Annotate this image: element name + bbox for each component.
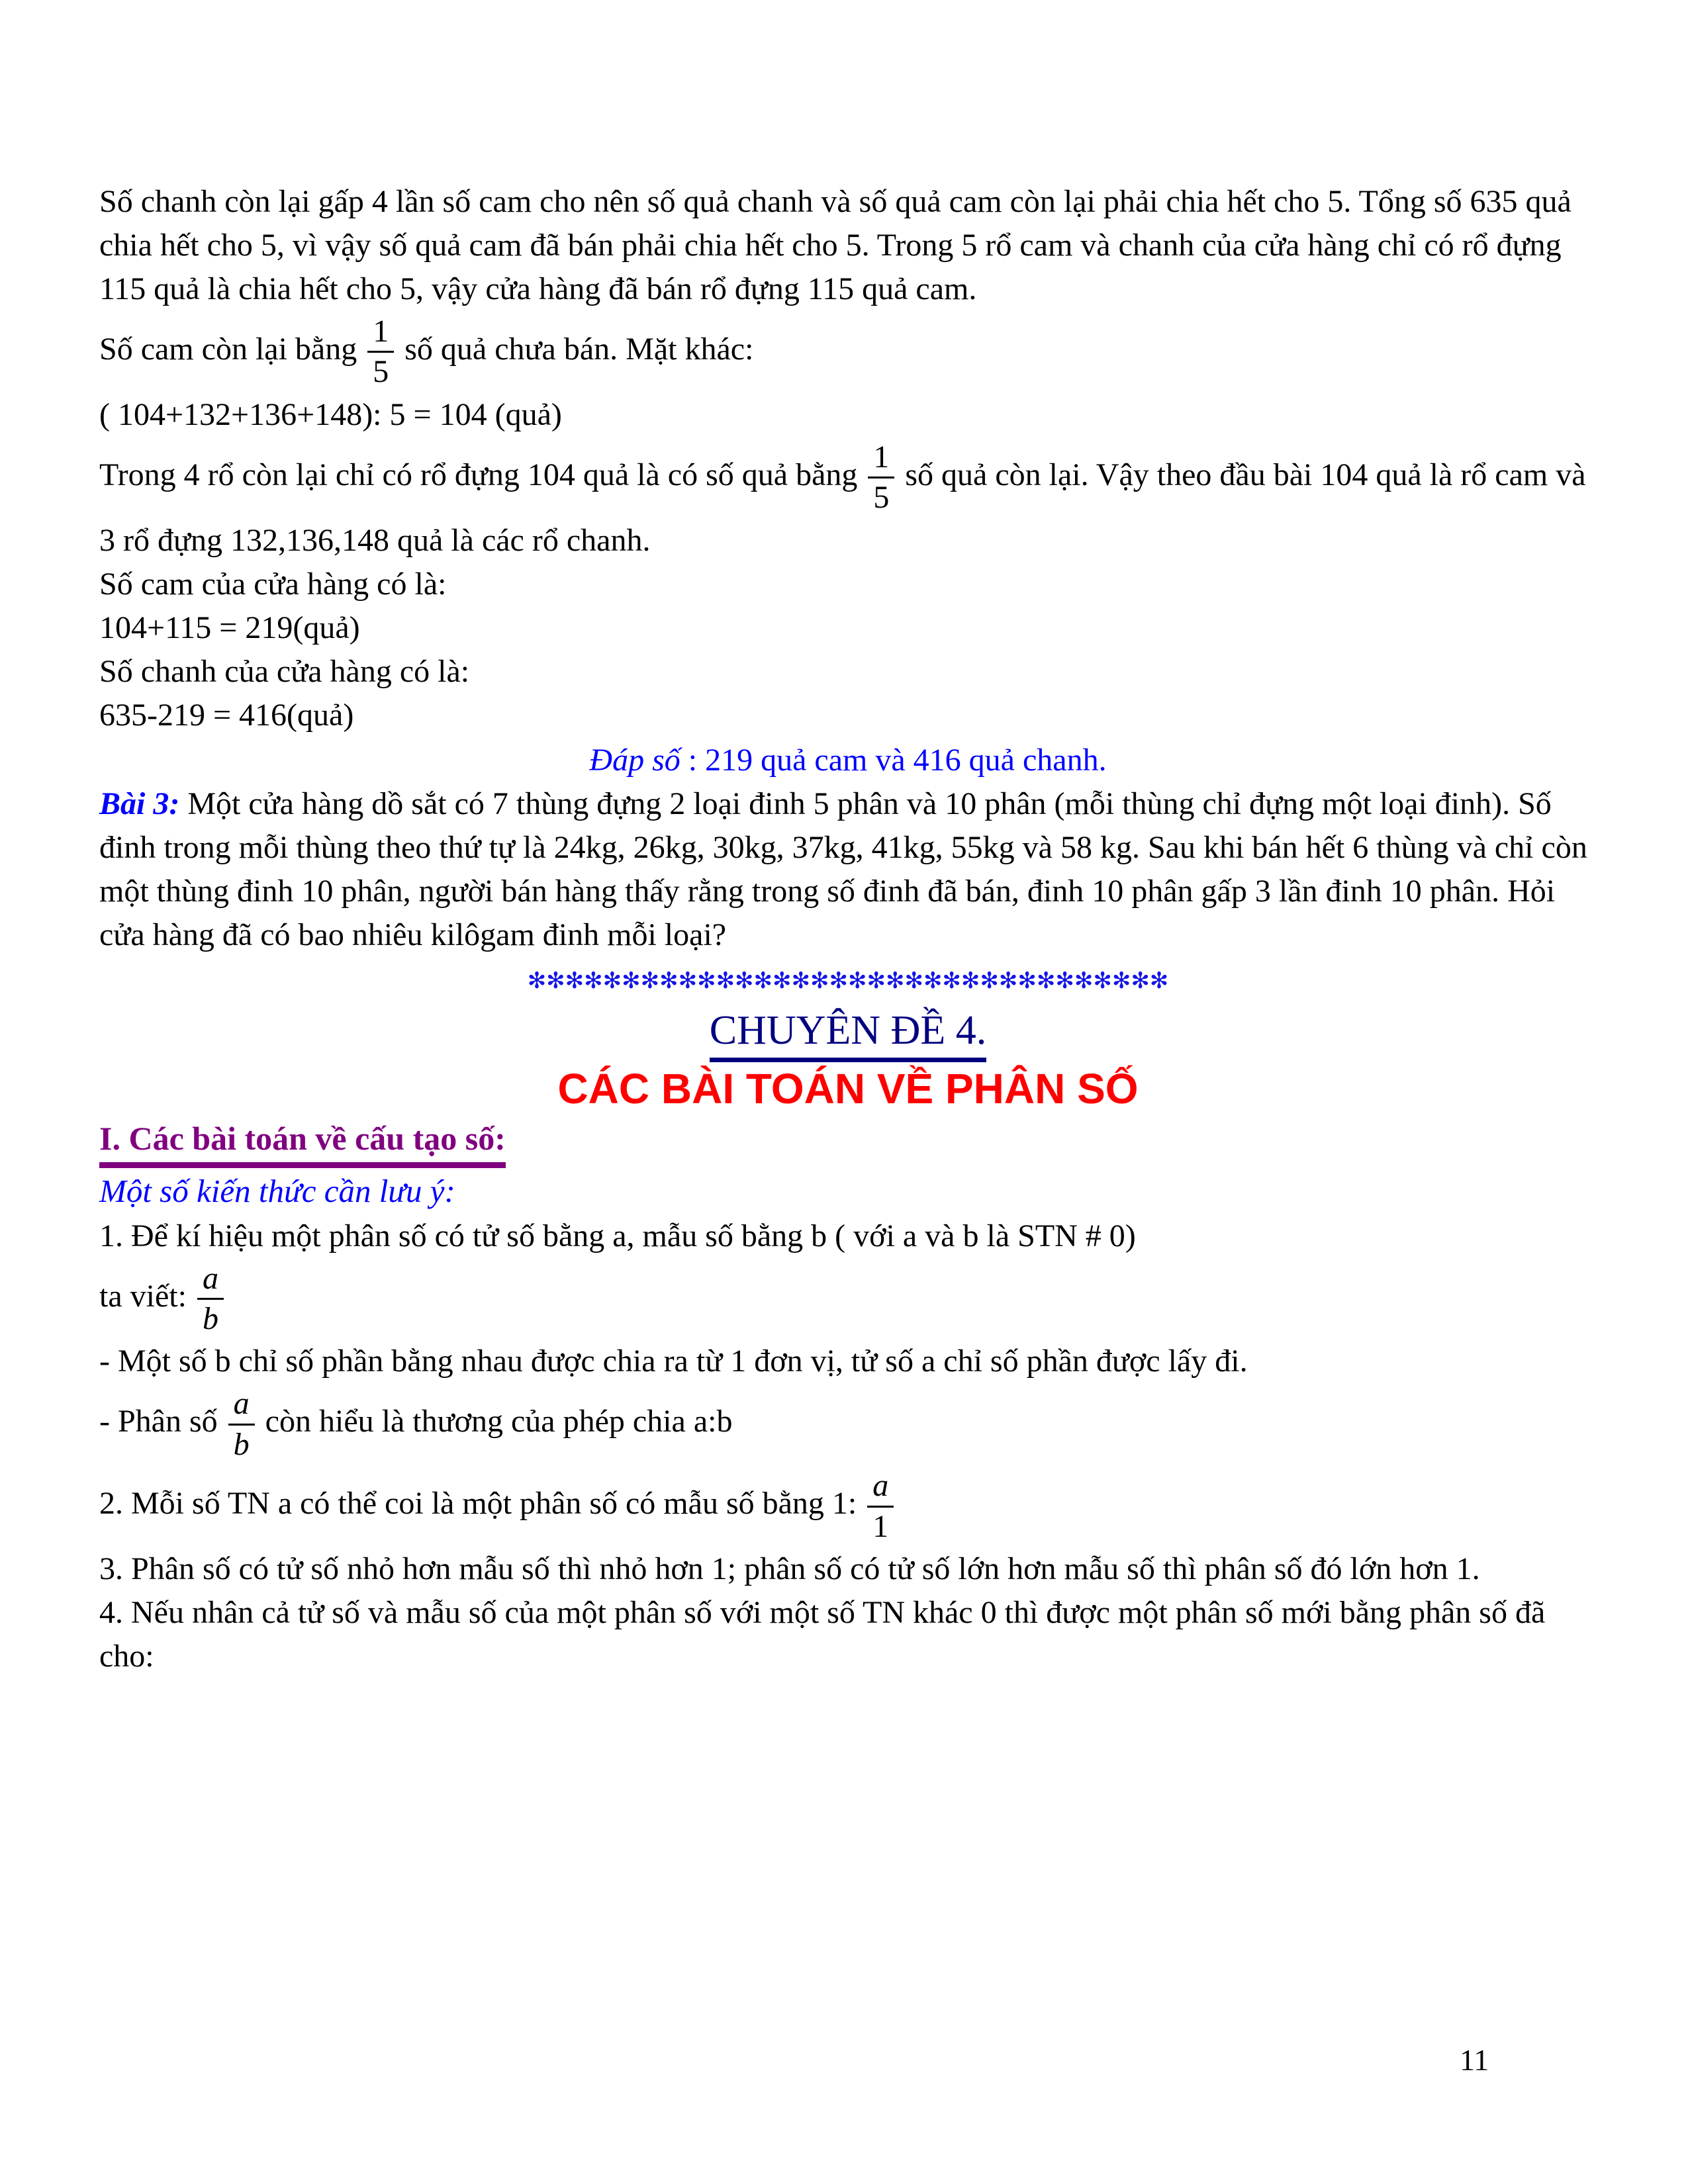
note-item-1: 1. Để kí hiệu một phân số có tử số bằng a, mẫu số bằng b ( với a và b là STN # 0) xyxy=(99,1218,1136,1253)
asterisk-divider: ✻✻✻✻✻✻✻✻✻✻✻✻✻✻✻✻✻✻✻✻✻✻✻✻✻✻✻✻✻✻✻✻✻✻ xyxy=(527,967,1169,994)
chapter-subtitle: CÁC BÀI TOÁN VỀ PHÂN SỐ xyxy=(557,1064,1139,1113)
fraction-denominator: 1 xyxy=(872,1508,889,1544)
calculation-sum: ( 104+132+136+148): 5 = 104 (quả) xyxy=(99,396,562,432)
label-so-cam: Số cam của cửa hàng có là: xyxy=(99,566,447,602)
fraction-a-over-b-2 xyxy=(228,1387,255,1461)
fraction-one-fifth-2 xyxy=(868,441,894,515)
item-2-before: 2. Mỗi số TN a có thể coi là một phân số có mẫu số bằng 1: xyxy=(99,1486,857,1522)
answer-label: Đáp số xyxy=(589,742,680,778)
section-1-heading xyxy=(99,1115,1597,1168)
note-item-1c xyxy=(99,1383,1597,1465)
fraction-a-over-b xyxy=(197,1262,224,1336)
page-number: 11 xyxy=(1460,2043,1489,2077)
label-so-chanh: Số chanh của cửa hàng có là: xyxy=(99,653,470,689)
fraction-numerator: a xyxy=(197,1262,224,1300)
chapter-title-text: CHUYÊN ĐỀ 4. xyxy=(710,1005,986,1062)
item-1c-after: còn hiểu là thương của phép chia a:b xyxy=(265,1404,733,1439)
note-item-2 xyxy=(99,1465,1597,1547)
problem-3-label: Bài 3: xyxy=(99,786,180,821)
statement-cam-before: Số cam còn lại bằng xyxy=(99,331,357,367)
fraction-one-fifth xyxy=(367,315,394,389)
fraction-a-over-1 xyxy=(867,1469,894,1543)
fraction-denominator: 5 xyxy=(373,354,389,390)
note-item-1-fraction-line xyxy=(99,1258,1597,1340)
note-heading: Một số kiến thức cần lưu ý: xyxy=(99,1172,455,1209)
fraction-denominator: 5 xyxy=(873,480,890,516)
fraction-numerator: a xyxy=(867,1469,894,1507)
fraction-numerator: 1 xyxy=(868,441,894,478)
item-1c-before: - Phân số xyxy=(99,1404,218,1439)
answer-line xyxy=(99,739,1597,782)
calculation-cam: 104+115 = 219(quả) xyxy=(99,610,360,645)
paragraph2-after: số quả còn lại. Vậy theo đầu bài 104 quả là rổ cam và 3 rổ đựng 132,136,148 quả là các rổ chanh. xyxy=(99,457,1586,558)
note-item-3: 3. Phân số có tử số nhỏ hơn mẫu số thì nhỏ hơn 1; phân số có tử số lớn hơn mẫu số thì phân số đó lớn hơn 1. xyxy=(99,1551,1480,1586)
fraction-denominator: b xyxy=(202,1300,218,1336)
chapter-title xyxy=(99,1005,1597,1062)
fraction-numerator: a xyxy=(228,1387,255,1425)
paragraph2-before: Trong 4 rổ còn lại chỉ có rổ đựng 104 quả là có số quả bằng xyxy=(99,457,858,492)
statement-cam-remaining xyxy=(99,311,1597,393)
problem-3-text: Một cửa hàng dồ sắt có 7 thùng đựng 2 loại đinh 5 phân và 10 phân (mỗi thùng chỉ đựng một loại đinh). Số đinh trong mỗi thùng theo thứ tự là 24kg, 26kg, 30kg, 37kg, 41kg, 55kg và 58 kg. Sau khi bán hết 6 thùng và chỉ còn một thùng đinh 10 phân, người bán hàng thấy rằng trong số đinh đã bán, đinh 10 phân gấp 3 lần đinh 10 phân. Hỏi cửa hàng đã có bao nhiêu kilôgam đinh mỗi loại? xyxy=(99,786,1587,952)
solution-paragraph-1: Số chanh còn lại gấp 4 lần số cam cho nên số quả chanh và số quả cam còn lại phải chia hết cho 5. Tổng số 635 quả chia hết cho 5, vì vậy số quả cam đã bán phải chia hết cho 5. Trong 5 rổ cam và chanh của cửa hàng chỉ có rổ đựng 115 quả là chia hết cho 5, vậy cửa hàng đã bán rổ đựng 115 quả cam. xyxy=(99,184,1571,306)
statement-cam-after: số quả chưa bán. Mặt khác: xyxy=(404,331,754,367)
ta-viet-label: ta viết: xyxy=(99,1278,187,1314)
fraction-denominator: b xyxy=(233,1426,250,1462)
calculation-chanh: 635-219 = 416(quả) xyxy=(99,697,354,733)
problem-3 xyxy=(99,782,1597,957)
fraction-numerator: 1 xyxy=(367,315,394,353)
note-item-4: 4. Nếu nhân cả tử số và mẫu số của một phân số với một số TN khác 0 thì được một phân số mới bằng phân số đã cho: xyxy=(99,1594,1546,1674)
section-1-heading-text: I. Các bài toán về cấu tạo số: xyxy=(99,1115,506,1168)
note-item-1b: - Một số b chỉ số phần bằng nhau được chia ra từ 1 đơn vị, tử số a chỉ số phần được lấy đi. xyxy=(99,1343,1248,1379)
page-content xyxy=(99,180,1597,1678)
solution-paragraph-2 xyxy=(99,437,1597,563)
answer-text: : 219 quả cam và 416 quả chanh. xyxy=(688,742,1107,778)
